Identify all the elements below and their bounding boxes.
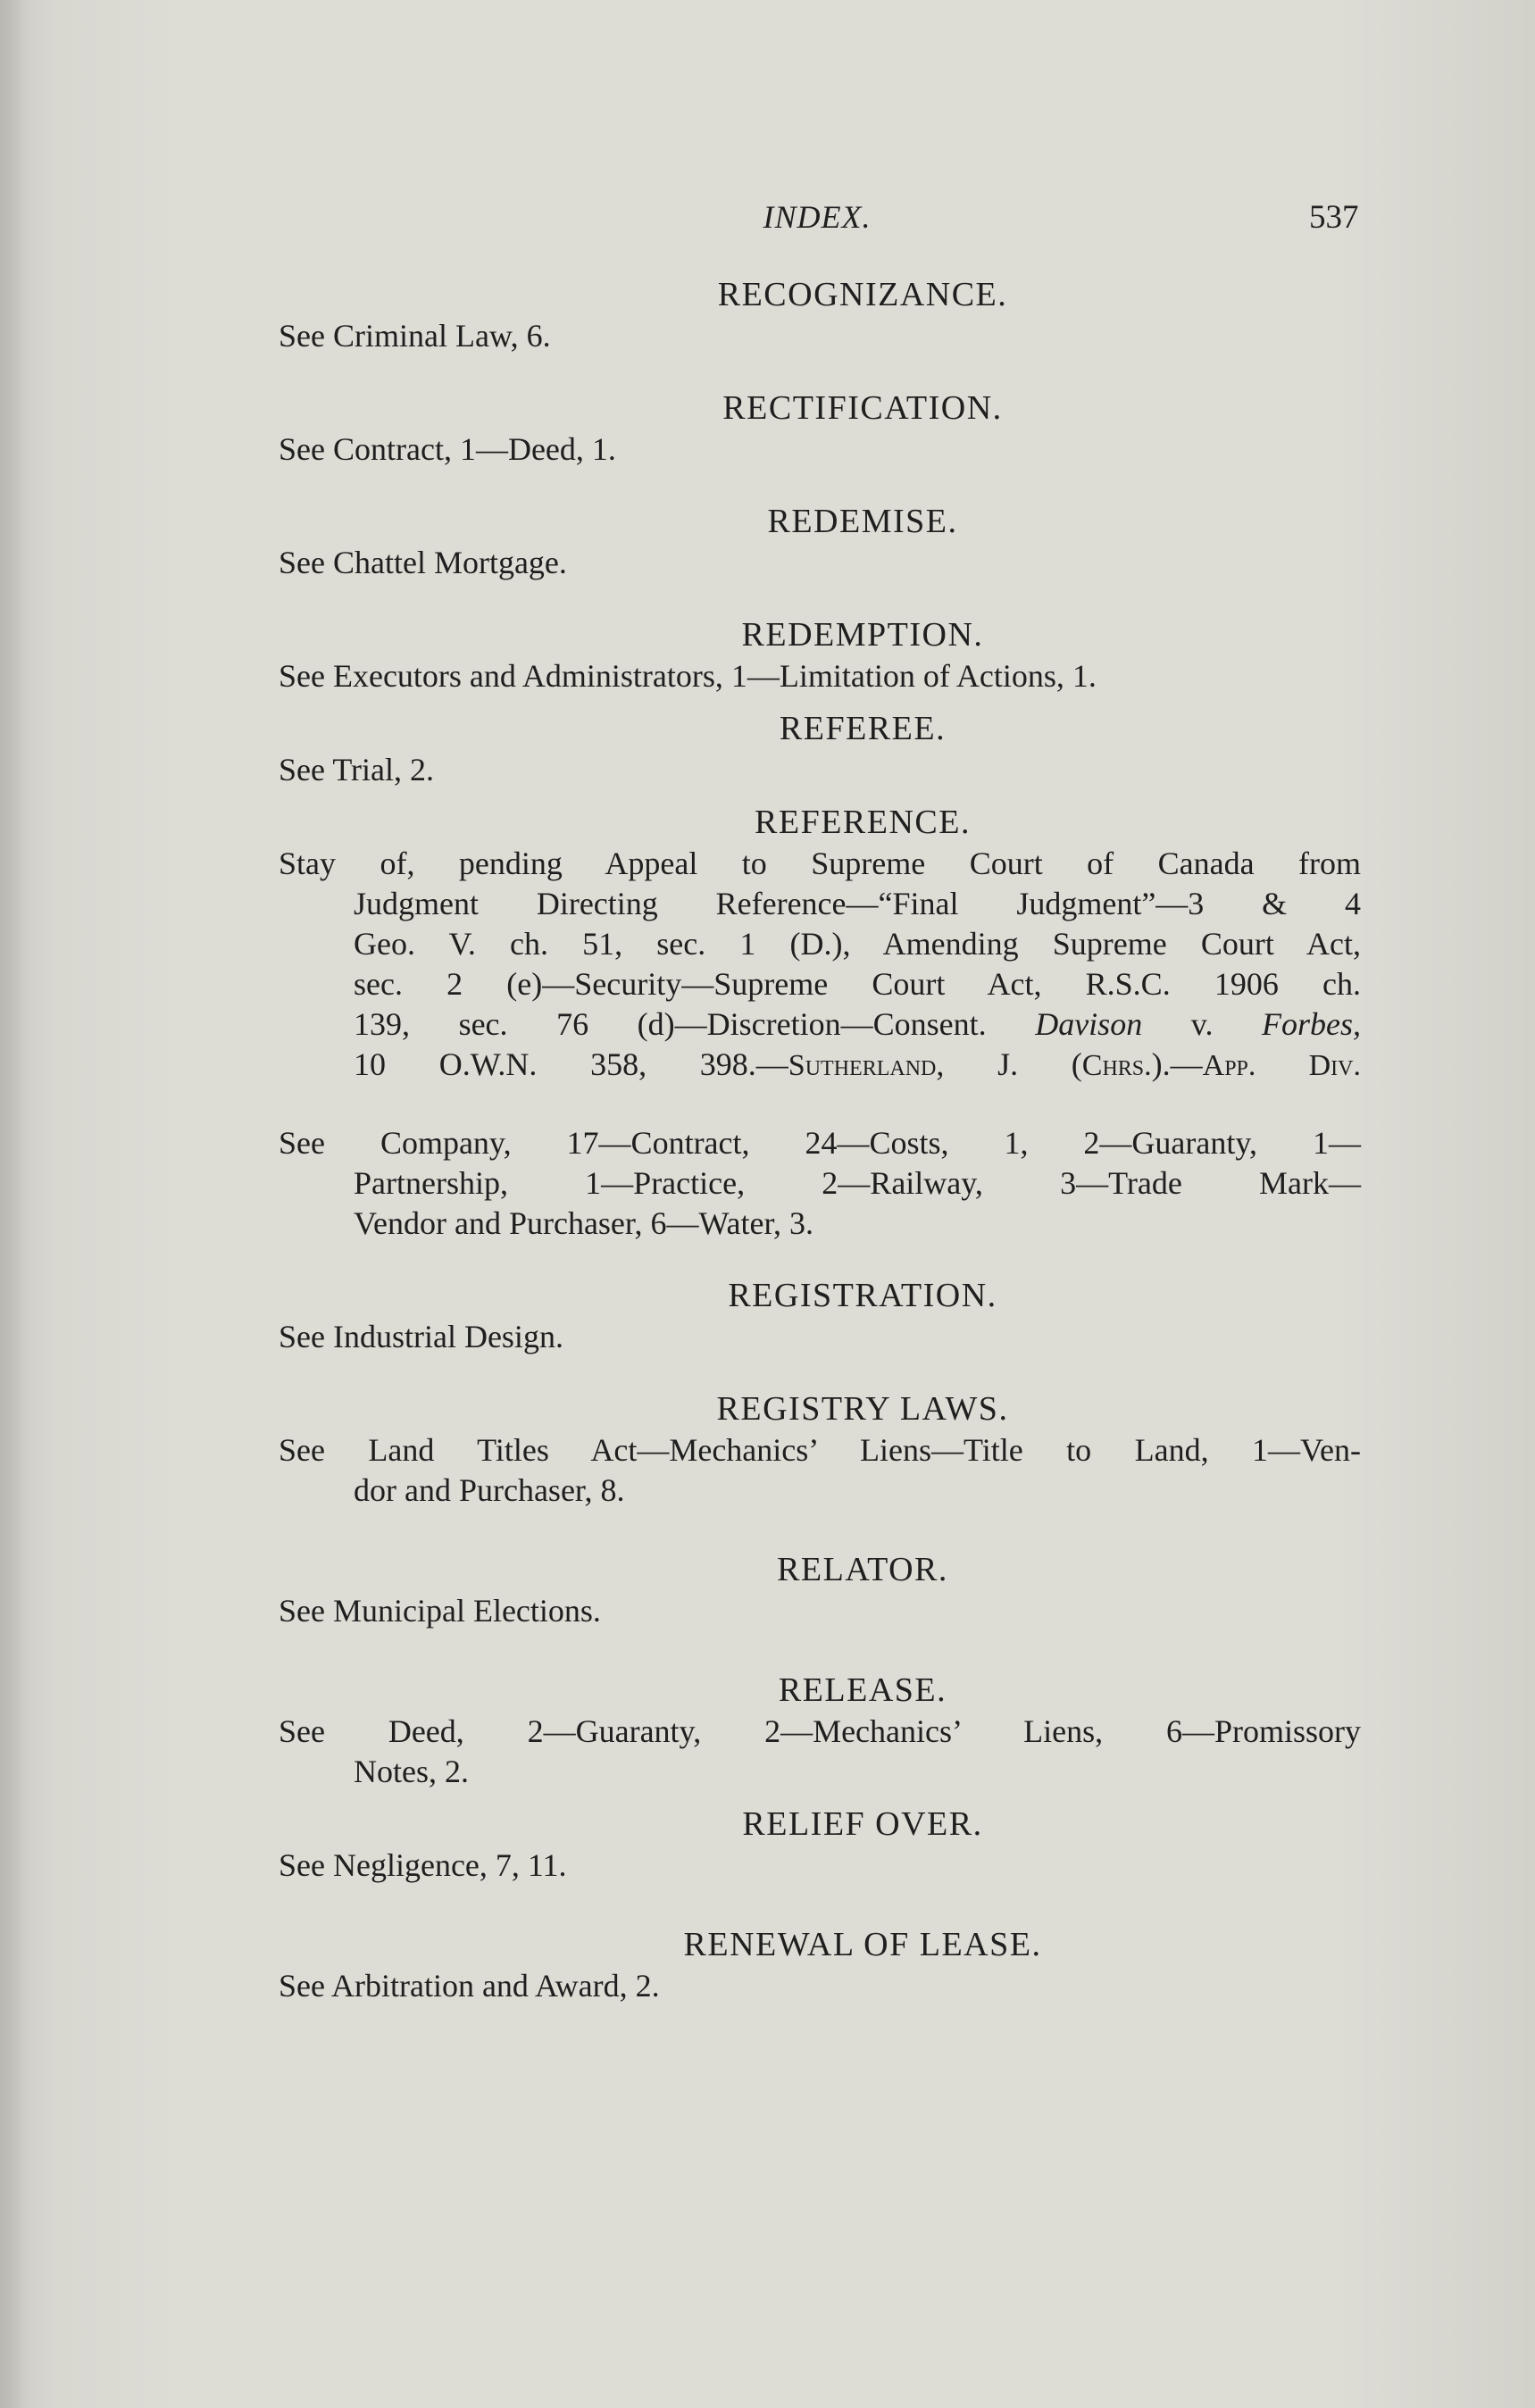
entry-heading: RELATOR. — [777, 1551, 948, 1588]
entry-line: See Deed, 2—Guaranty, 2—Mechanics’ Liens, 6—Promissory — [279, 1713, 1361, 1749]
entry-heading: REGISTRY LAWS. — [716, 1390, 1009, 1428]
court-name-2: App. Div. — [1202, 1049, 1361, 1082]
index-entry-redemise — [279, 500, 1361, 583]
case-name-1: Davison — [1035, 1006, 1143, 1042]
index-entry-renewal-of-lease — [279, 1923, 1361, 2006]
entry-heading: REDEMISE. — [767, 503, 958, 540]
index-content — [279, 273, 1361, 2006]
entry-line: Vendor and Purchaser, 6—Water, 3. — [354, 1205, 814, 1241]
entry-line-text: 139, sec. 76 (d)—Discretion—Consent. — [354, 1006, 987, 1042]
entry-heading: RECOGNIZANCE. — [717, 276, 1008, 313]
entry-line: sec. 2 (e)—Security—Supreme Court Act, R.S.C. 1906 ch. — [354, 966, 1361, 1002]
entry-line: Geo. V. ch. 51, sec. 1 (D.), Amending Supreme Court Act, — [354, 926, 1361, 962]
entry-line: Stay of, pending Appeal to Supreme Court of Canada from — [279, 846, 1361, 881]
entry-line: See Contract, 1—Deed, 1. — [279, 431, 616, 467]
entry-heading: REFERENCE. — [755, 804, 971, 841]
index-entry-recognizance — [279, 273, 1361, 356]
entry-heading: RENEWAL OF LEASE. — [683, 1926, 1042, 1963]
entry-line: See Industrial Design. — [279, 1319, 563, 1354]
entry-heading: REDEMPTION. — [741, 616, 984, 654]
case-name-2: Forbes, — [1262, 1006, 1362, 1042]
entry-heading: RELIEF OVER. — [742, 1805, 983, 1843]
entry-line: See Negligence, 7, 11. — [279, 1847, 567, 1883]
index-entry-registry-laws — [279, 1387, 1361, 1511]
entry-line: See Trial, 2. — [279, 752, 435, 787]
entry-line: Judgment Directing Reference—“Final Judgment”—3 & 4 — [354, 886, 1361, 921]
page-number: 537 — [1309, 199, 1359, 236]
entry-heading: REFEREE. — [779, 710, 947, 747]
entry-line: Partnership, 1—Practice, 2—Railway, 3—Trade Mark— — [354, 1165, 1361, 1201]
index-entry-relief-over — [279, 1803, 1361, 1886]
judge-suffix: , J. ( — [936, 1046, 1082, 1082]
entry-line: See Arbitration and Award, 2. — [279, 1968, 660, 2004]
court-name-1: Chrs. — [1081, 1049, 1152, 1082]
entry-line: dor and Purchaser, 8. — [354, 1472, 625, 1508]
entry-line: See Executors and Administrators, 1—Limitation of Actions, 1. — [279, 658, 1097, 694]
entry-line: See Chattel Mortgage. — [279, 545, 567, 580]
index-entry-rectification — [279, 387, 1361, 470]
judge-name: Sutherland — [788, 1049, 937, 1082]
case-v: v. — [1190, 1006, 1214, 1042]
entry-heading: RELEASE. — [778, 1671, 947, 1709]
court-separator: ).— — [1151, 1046, 1203, 1082]
entry-heading: REGISTRATION. — [728, 1277, 997, 1314]
index-entry-relator — [279, 1548, 1361, 1631]
citation-text: 10 O.W.N. 358, 398.— — [354, 1046, 788, 1082]
index-entry-redemption — [279, 613, 1361, 696]
entry-line: See Land Titles Act—Mechanics’ Liens—Title to Land, 1—Ven- — [279, 1432, 1361, 1468]
index-entry-referee — [279, 707, 1361, 790]
entry-line: See Criminal Law, 6. — [279, 318, 551, 354]
running-title: INDEX. — [763, 199, 872, 235]
index-entry-registration — [279, 1274, 1361, 1357]
index-entry-release — [279, 1669, 1361, 1792]
entry-line: Notes, 2. — [354, 1754, 469, 1789]
entry-line: See Municipal Elections. — [279, 1593, 601, 1629]
index-entry-reference — [279, 801, 1361, 1244]
running-head — [0, 198, 1535, 243]
binding-shadow — [0, 0, 27, 2408]
entry-line-case — [279, 1004, 1361, 1045]
entry-line: See Company, 17—Contract, 24—Costs, 1, 2—Guaranty, 1— — [279, 1125, 1361, 1161]
entry-heading: RECTIFICATION. — [722, 389, 1003, 427]
entry-line-citation — [279, 1045, 1361, 1086]
